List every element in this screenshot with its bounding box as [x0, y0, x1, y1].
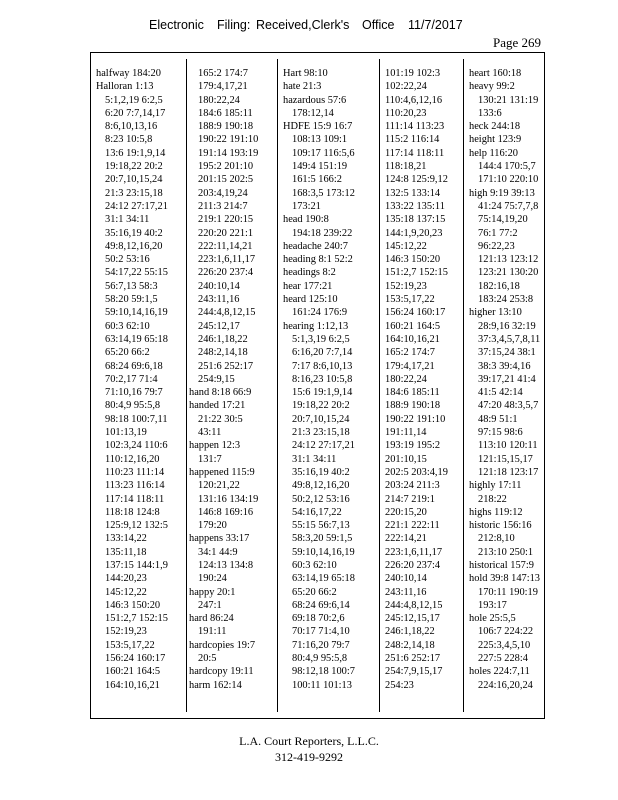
index-entry: hear 177:21: [283, 280, 333, 292]
index-subentry: 193:17: [478, 599, 507, 611]
index-entry: hardcopies 19:7: [189, 639, 256, 651]
index-subentry: 109:17 116:5,6: [292, 147, 355, 159]
page-number: Page 269: [493, 35, 542, 50]
index-subentry: 28:9,16 32:19: [478, 320, 536, 332]
index-entry: 135:18 137:15: [385, 214, 446, 226]
index-subentry: 54:17,22 55:15: [105, 267, 168, 279]
index-subentry: 60:3 62:10: [292, 559, 337, 571]
index-entry: happen 12:3: [189, 440, 241, 452]
index-subentry: 21:3 23:15,18: [105, 187, 163, 199]
index-subentry: 37:15,24 38:1: [478, 347, 536, 359]
index-subentry: 190:24: [198, 573, 227, 585]
index-entry: 246:1,18,22: [385, 626, 435, 638]
header-date: 11/7/2017: [408, 18, 463, 32]
index-subentry: 184:6 185:11: [198, 107, 253, 119]
index-entry: 223:1,6,11,17: [385, 546, 443, 558]
index-subentry: 212:8,10: [478, 533, 515, 545]
index-subentry: 58:20 59:1,5: [105, 294, 158, 306]
index-column-4: [385, 67, 448, 692]
index-subentry: 195:2 201:10: [198, 161, 254, 173]
index-subentry: 179:20: [198, 520, 227, 532]
index-subentry: 146:8 169:16: [198, 506, 254, 518]
index-subentry: 49:8,12,16,20: [105, 240, 163, 252]
index-subentry: 54:16,17,22: [292, 506, 342, 518]
header-received: Received,Clerk's: [256, 18, 350, 32]
index-subentry: 152:19,23: [105, 626, 147, 638]
index-entry: heard 125:10: [283, 294, 338, 306]
index-subentry: 65:20 66:2: [105, 347, 150, 359]
index-entry: halfway 184:20: [96, 68, 161, 79]
index-entry: hate 21:3: [283, 81, 322, 93]
index-subentry: 254:9,15: [198, 373, 235, 385]
index-entry: 179:4,17,21: [385, 360, 435, 372]
index-subentry: 220:20 221:1: [198, 227, 254, 239]
index-subentry: 101:13,19: [105, 427, 147, 439]
index-subentry: 37:3,4,5,7,8,11: [478, 333, 541, 345]
column-divider: [186, 59, 187, 712]
index-subentry: 65:20 66:2: [292, 586, 337, 598]
index-entry: 191:11,14: [385, 427, 427, 439]
index-subentry: 108:13 109:1: [292, 134, 348, 146]
index-entry: 254:7,9,15,17: [385, 666, 443, 678]
index-subentry: 70:2,17 71:4: [105, 373, 158, 385]
index-subentry: 35:16,19 40:2: [105, 227, 163, 239]
index-subentry: 21:22 30:5: [198, 413, 243, 425]
index-entry: HDFE 15:9 16:7: [283, 121, 353, 133]
index-subentry: 144:4 170:5,7: [478, 161, 536, 173]
index-subentry: 117:14 118:11: [105, 493, 165, 505]
index-entry: 117:14 118:11: [385, 147, 445, 159]
index-subentry: 203:4,19,24: [198, 187, 248, 199]
index-subentry: 243:11,16: [198, 294, 240, 306]
index-subentry: 161:5 166:2: [292, 174, 342, 186]
index-subentry: 15:6 19:1,9,14: [292, 387, 353, 399]
index-subentry: 130:21 131:19: [478, 94, 539, 106]
index-subentry: 110:12,16,20: [105, 453, 160, 465]
index-subentry: 59:10,14,16,19: [292, 546, 355, 558]
index-entry: 152:19,23: [385, 280, 427, 292]
index-entry: 101:19 102:3: [385, 68, 441, 79]
index-entry: heavy 99:2: [469, 81, 515, 93]
index-entry: holes 224:7,11: [469, 666, 530, 678]
index-subentry: 121:18 123:17: [478, 466, 539, 478]
index-entry: heart 160:18: [469, 68, 522, 79]
index-subentry: 68:24 69:6,14: [292, 599, 350, 611]
index-entry: headache 240:7: [283, 240, 348, 252]
index-subentry: 240:10,14: [198, 280, 240, 292]
index-subentry: 133:6: [478, 107, 502, 119]
index-column-3: [283, 67, 355, 692]
index-entry: headings 8:2: [283, 267, 336, 279]
index-entry: historical 157:9: [469, 559, 534, 571]
footer-phone: 312-419-9292: [275, 750, 343, 764]
index-subentry: 63:14,19 65:18: [105, 333, 168, 345]
index-subentry: 5:1,2,19 6:2,5: [105, 94, 163, 106]
index-subentry: 13:6 19:1,9,14: [105, 147, 166, 159]
index-subentry: 248:2,14,18: [198, 347, 248, 359]
index-subentry: 47:20 48:3,5,7: [478, 400, 539, 412]
index-subentry: 98:18 100:7,11: [105, 413, 168, 425]
index-subentry: 35:16,19 40:2: [292, 466, 350, 478]
column-divider: [277, 59, 278, 712]
index-entry: 180:22,24: [385, 373, 427, 385]
index-subentry: 8:23 10:5,8: [105, 134, 153, 146]
index-subentry: 20:7,10,15,24: [105, 174, 163, 186]
header-electronic: Electronic: [149, 18, 204, 32]
index-subentry: 24:12 27:17,21: [292, 440, 355, 452]
index-frame: [90, 52, 545, 719]
index-subentry: 183:24 253:8: [478, 294, 534, 306]
index-entry: 132:5 133:14: [385, 187, 441, 199]
index-subentry: 41:24 75:7,7,8: [478, 200, 539, 212]
index-subentry: 41:5 42:14: [478, 387, 523, 399]
index-subentry: 76:1 77:2: [478, 227, 518, 239]
index-subentry: 19:18,22 20:2: [105, 161, 163, 173]
index-entry: heck 244:18: [469, 121, 521, 133]
index-subentry: 71:16,20 79:7: [292, 639, 350, 651]
index-subentry: 160:21 164:5: [105, 666, 161, 678]
index-subentry: 68:24 69:6,18: [105, 360, 163, 372]
index-entry: 153:5,17,22: [385, 294, 435, 306]
index-entry: higher 13:10: [469, 307, 522, 319]
index-subentry: 113:10 120:11: [478, 440, 538, 452]
index-entry: 133:22 135:11: [385, 200, 445, 212]
index-subentry: 50:2,12 53:16: [292, 493, 350, 505]
index-subentry: 173:21: [292, 200, 321, 212]
index-subentry: 131:7: [198, 453, 222, 465]
index-entry: 118:18,21: [385, 161, 427, 173]
index-subentry: 113:23 116:14: [105, 480, 165, 492]
index-subentry: 124:13 134:8: [198, 559, 254, 571]
index-subentry: 31:1 34:11: [105, 214, 150, 226]
index-subentry: 6:16,20 7:7,14: [292, 347, 353, 359]
footer-company: L.A. Court Reporters, L.L.C.: [239, 734, 379, 748]
index-subentry: 7:17 8:6,10,13: [292, 360, 353, 372]
index-subentry: 188:9 190:18: [198, 121, 254, 133]
index-entry: 222:14,21: [385, 533, 427, 545]
index-subentry: 97:15 98:6: [478, 427, 523, 439]
index-entry: 165:2 174:7: [385, 347, 435, 359]
index-subentry: 225:3,4,5,10: [478, 639, 531, 651]
index-subentry: 165:2 174:7: [198, 68, 248, 79]
index-subentry: 213:10 250:1: [478, 546, 534, 558]
index-entry: 190:22 191:10: [385, 413, 446, 425]
index-subentry: 49:8,12,16,20: [292, 480, 350, 492]
index-entry: happened 115:9: [189, 466, 255, 478]
index-subentry: 120:21,22: [198, 480, 240, 492]
index-subentry: 118:18 124:8: [105, 506, 160, 518]
index-subentry: 164:10,16,21: [105, 679, 160, 691]
index-subentry: 20:5: [198, 653, 217, 665]
index-column-1: [96, 67, 168, 692]
index-subentry: 170:11 190:19: [478, 586, 538, 598]
index-subentry: 125:9,12 132:5: [105, 520, 168, 532]
index-subentry: 34:1 44:9: [198, 546, 238, 558]
index-subentry: 145:12,22: [105, 586, 147, 598]
index-entry: 226:20 237:4: [385, 559, 441, 571]
index-subentry: 71:10,16 79:7: [105, 387, 163, 399]
index-entry: harm 162:14: [189, 679, 242, 691]
index-subentry: 20:7,10,15,24: [292, 413, 350, 425]
index-subentry: 153:5,17,22: [105, 639, 155, 651]
index-subentry: 31:1 34:11: [292, 453, 337, 465]
index-subentry: 56:7,13 58:3: [105, 280, 158, 292]
index-entry: 251:6 252:17: [385, 653, 441, 665]
index-subentry: 135:11,18: [105, 546, 147, 558]
index-entry: help 116:20: [469, 147, 518, 159]
index-subentry: 144:20,23: [105, 573, 147, 585]
index-subentry: 194:18 239:22: [292, 227, 353, 239]
index-subentry: 24:12 27:17,21: [105, 200, 168, 212]
index-entry: 221:1 222:11: [385, 520, 440, 532]
index-entry: 160:21 164:5: [385, 320, 441, 332]
index-entry: 202:5 203:4,19: [385, 466, 448, 478]
index-subentry: 224:16,20,24: [478, 679, 533, 691]
index-subentry: 245:12,17: [198, 320, 240, 332]
index-subentry: 168:3,5 173:12: [292, 187, 355, 199]
index-entry: hardcopy 19:11: [189, 666, 254, 678]
index-subentry: 246:1,18,22: [198, 333, 248, 345]
index-entry: hard 86:24: [189, 613, 234, 625]
index-subentry: 171:10 220:10: [478, 174, 539, 186]
index-subentry: 19:18,22 20:2: [292, 400, 350, 412]
index-entry: 124:8 125:9,12: [385, 174, 448, 186]
index-subentry: 219:1 220:15: [198, 214, 254, 226]
header-office: Office: [362, 18, 395, 32]
index-subentry: 211:3 214:7: [198, 200, 248, 212]
index-entry: 110:4,6,12,16: [385, 94, 443, 106]
index-subentry: 180:22,24: [198, 94, 240, 106]
index-entry: 214:7 219:1: [385, 493, 435, 505]
index-subentry: 182:16,18: [478, 280, 520, 292]
index-entry: 184:6 185:11: [385, 387, 440, 399]
index-subentry: 70:17 71:4,10: [292, 626, 350, 638]
index-entry: 244:4,8,12,15: [385, 599, 443, 611]
index-subentry: 223:1,6,11,17: [198, 254, 256, 266]
index-entry: 146:3 150:20: [385, 254, 441, 266]
index-entry: historic 156:16: [469, 520, 532, 532]
index-entry: head 190:8: [283, 214, 329, 226]
index-subentry: 58:3,20 59:1,5: [292, 533, 353, 545]
index-subentry: 121:13 123:12: [478, 254, 539, 266]
index-subentry: 80:4,9 95:5,8: [105, 400, 161, 412]
index-subentry: 110:23 111:14: [105, 466, 165, 478]
index-subentry: 55:15 56:7,13: [292, 520, 350, 532]
index-subentry: 190:22 191:10: [198, 134, 259, 146]
index-subentry: 201:15 202:5: [198, 174, 254, 186]
index-subentry: 191:11: [198, 626, 227, 638]
index-entry: happens 33:17: [189, 533, 250, 545]
index-subentry: 218:22: [478, 493, 507, 505]
index-subentry: 59:10,14,16,19: [105, 307, 168, 319]
index-subentry: 60:3 62:10: [105, 320, 150, 332]
index-subentry: 6:20 7:7,14,17: [105, 107, 166, 119]
index-subentry: 226:20 237:4: [198, 267, 254, 279]
column-divider: [379, 59, 380, 712]
index-entry: hand 8:18 66:9: [189, 387, 252, 399]
index-subentry: 5:1,3,19 6:2,5: [292, 333, 350, 345]
index-entry: 102:22,24: [385, 81, 427, 93]
index-entry: 111:14 113:23: [385, 121, 445, 133]
index-entry: 243:11,16: [385, 586, 427, 598]
index-entry: 245:12,15,17: [385, 613, 440, 625]
index-column-2: [189, 67, 258, 692]
index-column-5: [469, 67, 540, 692]
index-entry: happy 20:1: [189, 586, 236, 598]
index-subentry: 100:11 101:13: [292, 679, 352, 691]
index-subentry: 39:17,21 41:4: [478, 373, 536, 385]
index-entry: 164:10,16,21: [385, 333, 440, 345]
index-entry: Halloran 1:13: [96, 81, 154, 93]
index-subentry: 178:12,14: [292, 107, 334, 119]
index-subentry: 123:21 130:20: [478, 267, 539, 279]
index-subentry: 50:2 53:16: [105, 254, 150, 266]
index-subentry: 69:18 70:2,6: [292, 613, 345, 625]
index-entry: highly 17:11: [469, 480, 522, 492]
index-entry: heading 8:1 52:2: [283, 254, 353, 266]
index-subentry: 63:14,19 65:18: [292, 573, 355, 585]
index-entry: 151:2,7 152:15: [385, 267, 448, 279]
index-entry: hearing 1:12,13: [283, 320, 349, 332]
index-subentry: 151:2,7 152:15: [105, 613, 168, 625]
header-filing: Filing:: [217, 18, 251, 32]
index-entry: 156:24 160:17: [385, 307, 446, 319]
index-subentry: 48:9 51:1: [478, 413, 518, 425]
index-subentry: 8:16,23 10:5,8: [292, 373, 353, 385]
index-subentry: 98:12,18 100:7: [292, 666, 355, 678]
index-subentry: 191:14 193:19: [198, 147, 259, 159]
index-entry: highs 119:12: [469, 506, 523, 518]
index-subentry: 146:3 150:20: [105, 599, 161, 611]
index-subentry: 244:4,8,12,15: [198, 307, 256, 319]
index-entry: 110:20,23: [385, 107, 427, 119]
index-entry: 193:19 195:2: [385, 440, 441, 452]
index-entry: 115:2 116:14: [385, 134, 440, 146]
column-divider: [463, 59, 464, 712]
index-entry: 240:10,14: [385, 573, 427, 585]
index-subentry: 8:6,10,13,16: [105, 121, 158, 133]
index-subentry: 137:15 144:1,9: [105, 559, 168, 571]
index-subentry: 102:3,24 110:6: [105, 440, 168, 452]
index-subentry: 149:4 151:19: [292, 161, 348, 173]
index-entry: handed 17:21: [189, 400, 246, 412]
index-entry: 144:1,9,20,23: [385, 227, 443, 239]
index-subentry: 96:22,23: [478, 240, 515, 252]
index-entry: Hart 98:10: [283, 68, 328, 79]
index-entry: hazardous 57:6: [283, 94, 347, 106]
index-subentry: 121:15,15,17: [478, 453, 533, 465]
index-subentry: 156:24 160:17: [105, 653, 166, 665]
index-entry: 145:12,22: [385, 240, 427, 252]
index-subentry: 80:4,9 95:5,8: [292, 653, 348, 665]
index-subentry: 133:14,22: [105, 533, 147, 545]
index-subentry: 251:6 252:17: [198, 360, 254, 372]
index-subentry: 106:7 224:22: [478, 626, 534, 638]
index-entry: 220:15,20: [385, 506, 427, 518]
index-entry: hold 39:8 147:13: [469, 573, 541, 585]
index-subentry: 21:3 23:15,18: [292, 427, 350, 439]
index-entry: height 123:9: [469, 134, 522, 146]
index-entry: 201:10,15: [385, 453, 427, 465]
index-subentry: 43:11: [198, 427, 222, 439]
index-subentry: 222:11,14,21: [198, 240, 253, 252]
index-subentry: 75:14,19,20: [478, 214, 528, 226]
index-subentry: 131:16 134:19: [198, 493, 259, 505]
index-entry: 248:2,14,18: [385, 639, 435, 651]
index-entry: 188:9 190:18: [385, 400, 441, 412]
index-subentry: 247:1: [198, 599, 222, 611]
index-entry: hole 25:5,5: [469, 613, 516, 625]
index-subentry: 161:24 176:9: [292, 307, 348, 319]
index-subentry: 38:3 39:4,16: [478, 360, 531, 372]
index-subentry: 227:5 228:4: [478, 653, 528, 665]
index-entry: 254:23: [385, 679, 414, 691]
index-entry: high 9:19 39:13: [469, 187, 535, 199]
index-entry: 203:24 211:3: [385, 480, 440, 492]
index-subentry: 179:4,17,21: [198, 81, 248, 93]
